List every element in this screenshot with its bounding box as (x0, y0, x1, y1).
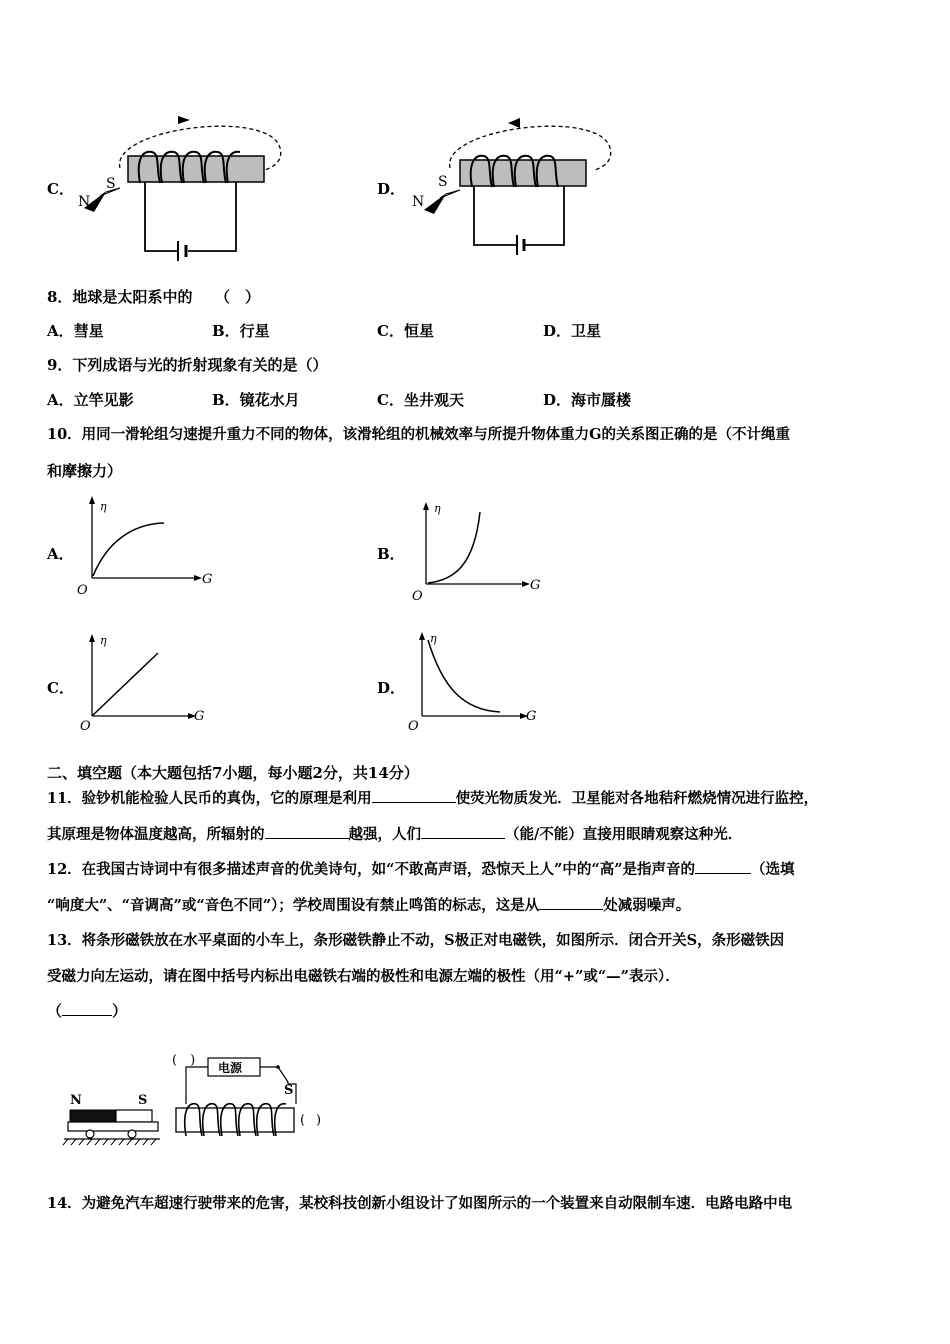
section2-title: 二、填空题（本大题包括7小题，每小题2分，共14分） (47, 764, 419, 782)
q10-c-eta: η (100, 634, 107, 647)
q10-d-eta: η (430, 632, 437, 645)
q10-a-eta: η (100, 500, 107, 513)
q12-line1-b: （选填 (751, 861, 795, 878)
q11-line2 (47, 823, 742, 844)
q8-option-c: C．恒星 (377, 322, 434, 340)
q10-stem-line1: 10．用同一滑轮组匀速提升重力不同的物体，该滑轮组的机械效率与所提升物体重力G的关系图正确的是（不计绳重 (47, 426, 791, 443)
svg-text:(: ( (300, 1113, 306, 1128)
q12-line1-a: 12．在我国古诗词中有很多描述声音的优美诗句，如“不敢高声语，恐惊天上人”中的“高”是指声音的 (47, 861, 696, 878)
q7-option-d-label: D． (377, 180, 406, 198)
q9-option-a: A．立竿见影 (47, 391, 134, 409)
q11-line2-b: 越强，人们 (348, 826, 421, 843)
q13-answer-close: ） (112, 1002, 128, 1020)
q13-line1: 13．将条形磁铁放在水平桌面的小车上，条形磁铁静止不动，S极正对电磁铁，如图所示．闭合开关S，条形磁铁因 (47, 932, 785, 949)
q10-b-g: G (530, 578, 541, 593)
q7-d-pole-n: N (412, 194, 425, 210)
q10-c-origin: O (80, 719, 91, 734)
q10-graph-d-label: D． (377, 679, 406, 697)
q11-line1 (47, 787, 818, 808)
q12-line1 (47, 858, 795, 879)
q8-option-d: D．卫星 (543, 322, 602, 340)
q11-blank-1[interactable] (372, 788, 456, 803)
q13-line2: 受磁力向左运动，请在图中括号内标出电磁铁右端的极性和电源左端的极性（用“+”或“—”表示）． (47, 968, 680, 985)
q10-graph-c-label: C． (47, 679, 74, 697)
q13-magnet-s: S (138, 1093, 148, 1108)
q13-switch-label: S (284, 1083, 294, 1098)
q9-stem: 9．下列成语与光的折射现象有关的是（） (47, 356, 328, 374)
q8-option-b: B．行星 (212, 322, 270, 340)
q10-stem-line2: 和摩擦力） (47, 462, 123, 480)
q9-option-c: C．坐井观天 (377, 391, 464, 409)
q10-graph-b-label: B． (377, 545, 405, 563)
q8-stem: 8．地球是太阳系中的 （ ） (47, 288, 260, 306)
q13-answer-open: （ (47, 1002, 63, 1020)
q10-graph-b (404, 496, 549, 606)
q12-line2-a: “响度大”、“音调高”或“音色不同”）；学校周围设有禁止鸣笛的标志，这是从 (47, 897, 540, 914)
q11-line1-b: 使荧光物质发光．卫星能对各地秸秆燃烧情况进行监控， (455, 790, 819, 807)
q10-b-eta: η (434, 502, 441, 515)
q10-graph-a (72, 492, 217, 602)
q10-d-g: G (526, 709, 537, 724)
q12-line2-b: 处减弱噪声。 (603, 897, 691, 914)
q12-blank-1[interactable] (695, 859, 751, 874)
q13-answer (47, 1000, 127, 1021)
q11-blank-3[interactable] (421, 824, 505, 839)
q10-graph-d (402, 626, 547, 736)
q10-b-origin: O (412, 589, 423, 604)
q9-option-d: D．海市蜃楼 (543, 391, 632, 409)
q13-power-paren: ( ) (172, 1053, 196, 1068)
q13-coil-paren: ) (316, 1113, 322, 1128)
q7-c-pole-s: S (106, 176, 116, 192)
q10-d-origin: O (408, 719, 419, 734)
q10-a-g: G (202, 572, 213, 587)
q12-line2 (47, 894, 690, 915)
q13-magnet-n: N (70, 1093, 82, 1108)
q11-blank-2[interactable] (265, 824, 349, 839)
q7-c-pole-n: N (78, 194, 91, 210)
q7-option-c-figure (70, 108, 290, 268)
q10-a-origin: O (77, 583, 88, 598)
q7-option-c-label: C． (47, 180, 74, 198)
q10-c-g: G (194, 709, 205, 724)
q10-graph-a-label: A． (47, 545, 74, 563)
q7-d-pole-s: S (438, 174, 448, 190)
q11-line2-a: 其原理是物体温度越高，所辐射的 (47, 826, 265, 843)
q7-option-d-figure (400, 108, 620, 268)
q13-answer-blank[interactable] (62, 1001, 112, 1016)
q8-option-a: A．彗星 (47, 322, 104, 340)
q10-graph-c (72, 626, 217, 736)
q11-line2-c: （能/不能）直接用眼睛观察这种光． (505, 826, 743, 843)
q14-line1: 14．为避免汽车超速行驶带来的危害，某校科技创新小组设计了如图所示的一个装置来自动限制车速．电路电路中电 (47, 1195, 793, 1212)
q9-option-b: B．镜花水月 (212, 391, 300, 409)
q12-blank-2[interactable] (539, 895, 603, 910)
q13-figure (60, 1044, 350, 1154)
q11-line1-a: 11．验钞机能检验人民币的真伪，它的原理是利用 (47, 790, 372, 807)
q13-power-label: 电源 (218, 1061, 243, 1075)
